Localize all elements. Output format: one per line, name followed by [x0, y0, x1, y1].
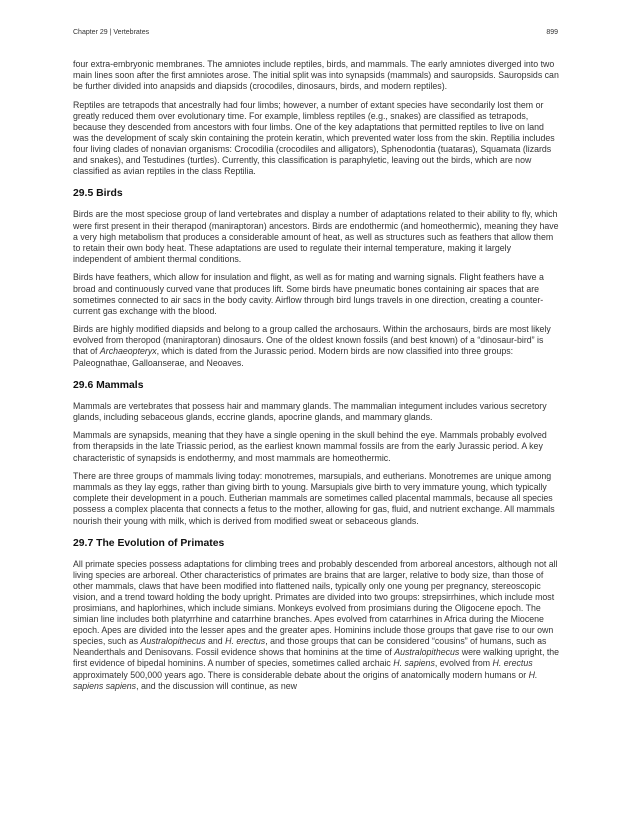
italic-term: Australopithecus	[394, 647, 460, 658]
text-run: 29.7 The Evolution of Primates	[73, 537, 225, 549]
text-run: 29.6 Mammals	[73, 379, 144, 391]
text-run: Mammals are synapsids, meaning that they have a single opening in the skull behind the eye. Mammals probably evolved from therapsids in the late Triassic period, as the earliest known mammal fossils are from the early Jurassic period. A key characteristic of synapsids is endothermy, and most mammals are homeothermic.	[73, 430, 547, 463]
text-run: All primate species possess adaptations for climbing trees and probably descended from arboreal ancestors, although not all living species are arboreal. Other characteristics of primates are brains that are larger, relative to body size, than those of other mammals, claws that have been modified into flattened nails, typically only one young per pregnancy, stereoscopic vision, and a trend toward holding the body upright. Primates are divided into two groups: strepsirrhines, which include most prosimians, and haplorhines, which include simians. Monkeys evolved from prosimians during the Oligocene epoch. The simian line includes both platyrrhine and catarrhine branches. Apes evolved from catarrhines in Africa during the Miocene epoch. Apes are divided into the lesser apes and the greater apes. Hominins include those groups that gave rise to our own species, such as	[73, 558, 558, 647]
text-run: Mammals are vertebrates that possess hair and mammary glands. The mammalian integument includes various secretory glands, including sebaceous glands, eccrine glands, apocrine glands, and mammary glands.	[73, 400, 547, 422]
text-run: approximately 500,000 years ago. There is considerable debate about the origins of anatomically modern humans or	[73, 669, 529, 680]
paragraph	[73, 59, 560, 92]
section-heading	[73, 188, 560, 200]
text-run: Birds are the most speciose group of land vertebrates and display a number of adaptations related to their ability to fly, which were first present in their therapod (maniraptoran) ancestors. Birds are endothermic (and homeothermic), meaning they have a very high metabolism that produces a considerable amount of heat, as well as structures such as feathers that allow them to retain their own body heat. These adaptations are used to regulate their internal temperature, making it largely independent of ambient thermal conditions.	[73, 209, 559, 264]
chapter-title: Chapter 29 | Vertebrates	[73, 29, 150, 36]
paragraph	[73, 401, 560, 423]
text-run: There are three groups of mammals living today: monotremes, marsupials, and eutherians. Monotremes are unique among mammals as they lay eggs, rather than giving birth to young. Marsupials give birth to very immature young, which typically complete their development in a pouch. Eutherian mammals are sometimes called placental mammals, because all species possess a complex placenta that connects a fetus to the mother, allowing for gas, fluid, and nutrient exchange. All mammals nourish their young with milk, which is derived from modified sweat or sebaceous glands.	[73, 471, 555, 526]
paragraph	[73, 324, 560, 368]
paragraph	[73, 272, 560, 316]
text-run: Birds are highly modified diapsids and belong to a group called the archosaurs. Within the archosaurs, birds are most likely evolved from theropod (maniraptoran) dinosaurs. One of the oldest known fossils (and best known) of a “dinosaur-bird” is that of	[73, 324, 551, 357]
text-run: , and the discussion will continue, as new	[136, 680, 297, 691]
italic-term: H. sapiens sapiens	[73, 669, 538, 691]
text-run: and	[205, 636, 226, 647]
text-run: Reptiles are tetrapods that ancestrally had four limbs; however, a number of extant species have secondarily lost them or greatly reduced them over evolutionary time. For example, limbless reptiles (e.g., snakes) are classified as tetrapods, because they descended from ancestors with four limbs. One of the key adaptations that permitted reptiles to live on land was the development of scaly skin containing the protein keratin, which prevented water loss from the skin. Reptilia includes four living clades of nonavian organisms: Crocodilia (crocodiles and alligators), Sphenodontia (tuataras), Squamata (lizards and snakes), and Testudines (turtles). Currently, this classification is paraphyletic, leaving out the birds, which are now classified as avian reptiles in the class Reptilia.	[73, 99, 555, 177]
page-number: 899	[546, 29, 558, 36]
paragraph	[73, 209, 560, 264]
italic-term: Archaeopteryx	[99, 346, 157, 357]
text-run: , evolved from	[434, 658, 493, 669]
text-run: 29.5 Birds	[73, 188, 123, 200]
text-run: , and those groups that can be considered “cousins” of humans, such as Neanderthals and Denisovans. Fossil evidence shows that hominins at the time of	[73, 636, 547, 658]
text-run: Birds have feathers, which allow for insulation and flight, as well as for mating and warning signals. Flight feathers have a broad and continuously curved vane that produces lift. Some birds have pneumatic bones containing air spaces that are sometimes connected to air sacs in the body cavity. Airflow through bird lungs travels in one direction, creating a counter-current gas exchange with the blood.	[73, 272, 544, 316]
paragraph	[73, 100, 560, 178]
italic-term: H. erectus	[225, 636, 266, 647]
document-body	[73, 59, 560, 699]
paragraph	[73, 471, 560, 526]
text-run: were walking upright, the first evidence of bipedal hominins. A number of species, sometimes called archaic	[73, 647, 560, 669]
paragraph	[73, 430, 560, 463]
section-heading	[73, 538, 560, 550]
paragraph	[73, 559, 560, 692]
italic-term: Australopithecus	[140, 636, 206, 647]
text-run: , which is dated from the Jurassic period. Modern birds are now classified into three groups: Paleognathae, Galloanserae, and Neoaves.	[73, 346, 514, 368]
italic-term: H. sapiens	[393, 658, 435, 669]
italic-term: H. erectus	[492, 658, 533, 669]
section-heading	[73, 380, 560, 392]
text-run: four extra-embryonic membranes. The amniotes include reptiles, birds, and mammals. The early amniotes diverged into two main lines soon after the first amniotes arose. The initial split was into synapsids (mammals) and sauropsids. Sauropsids can be further divided into anapsids and diapsids (crocodiles, dinosaurs, birds, and modern reptiles).	[73, 59, 559, 92]
